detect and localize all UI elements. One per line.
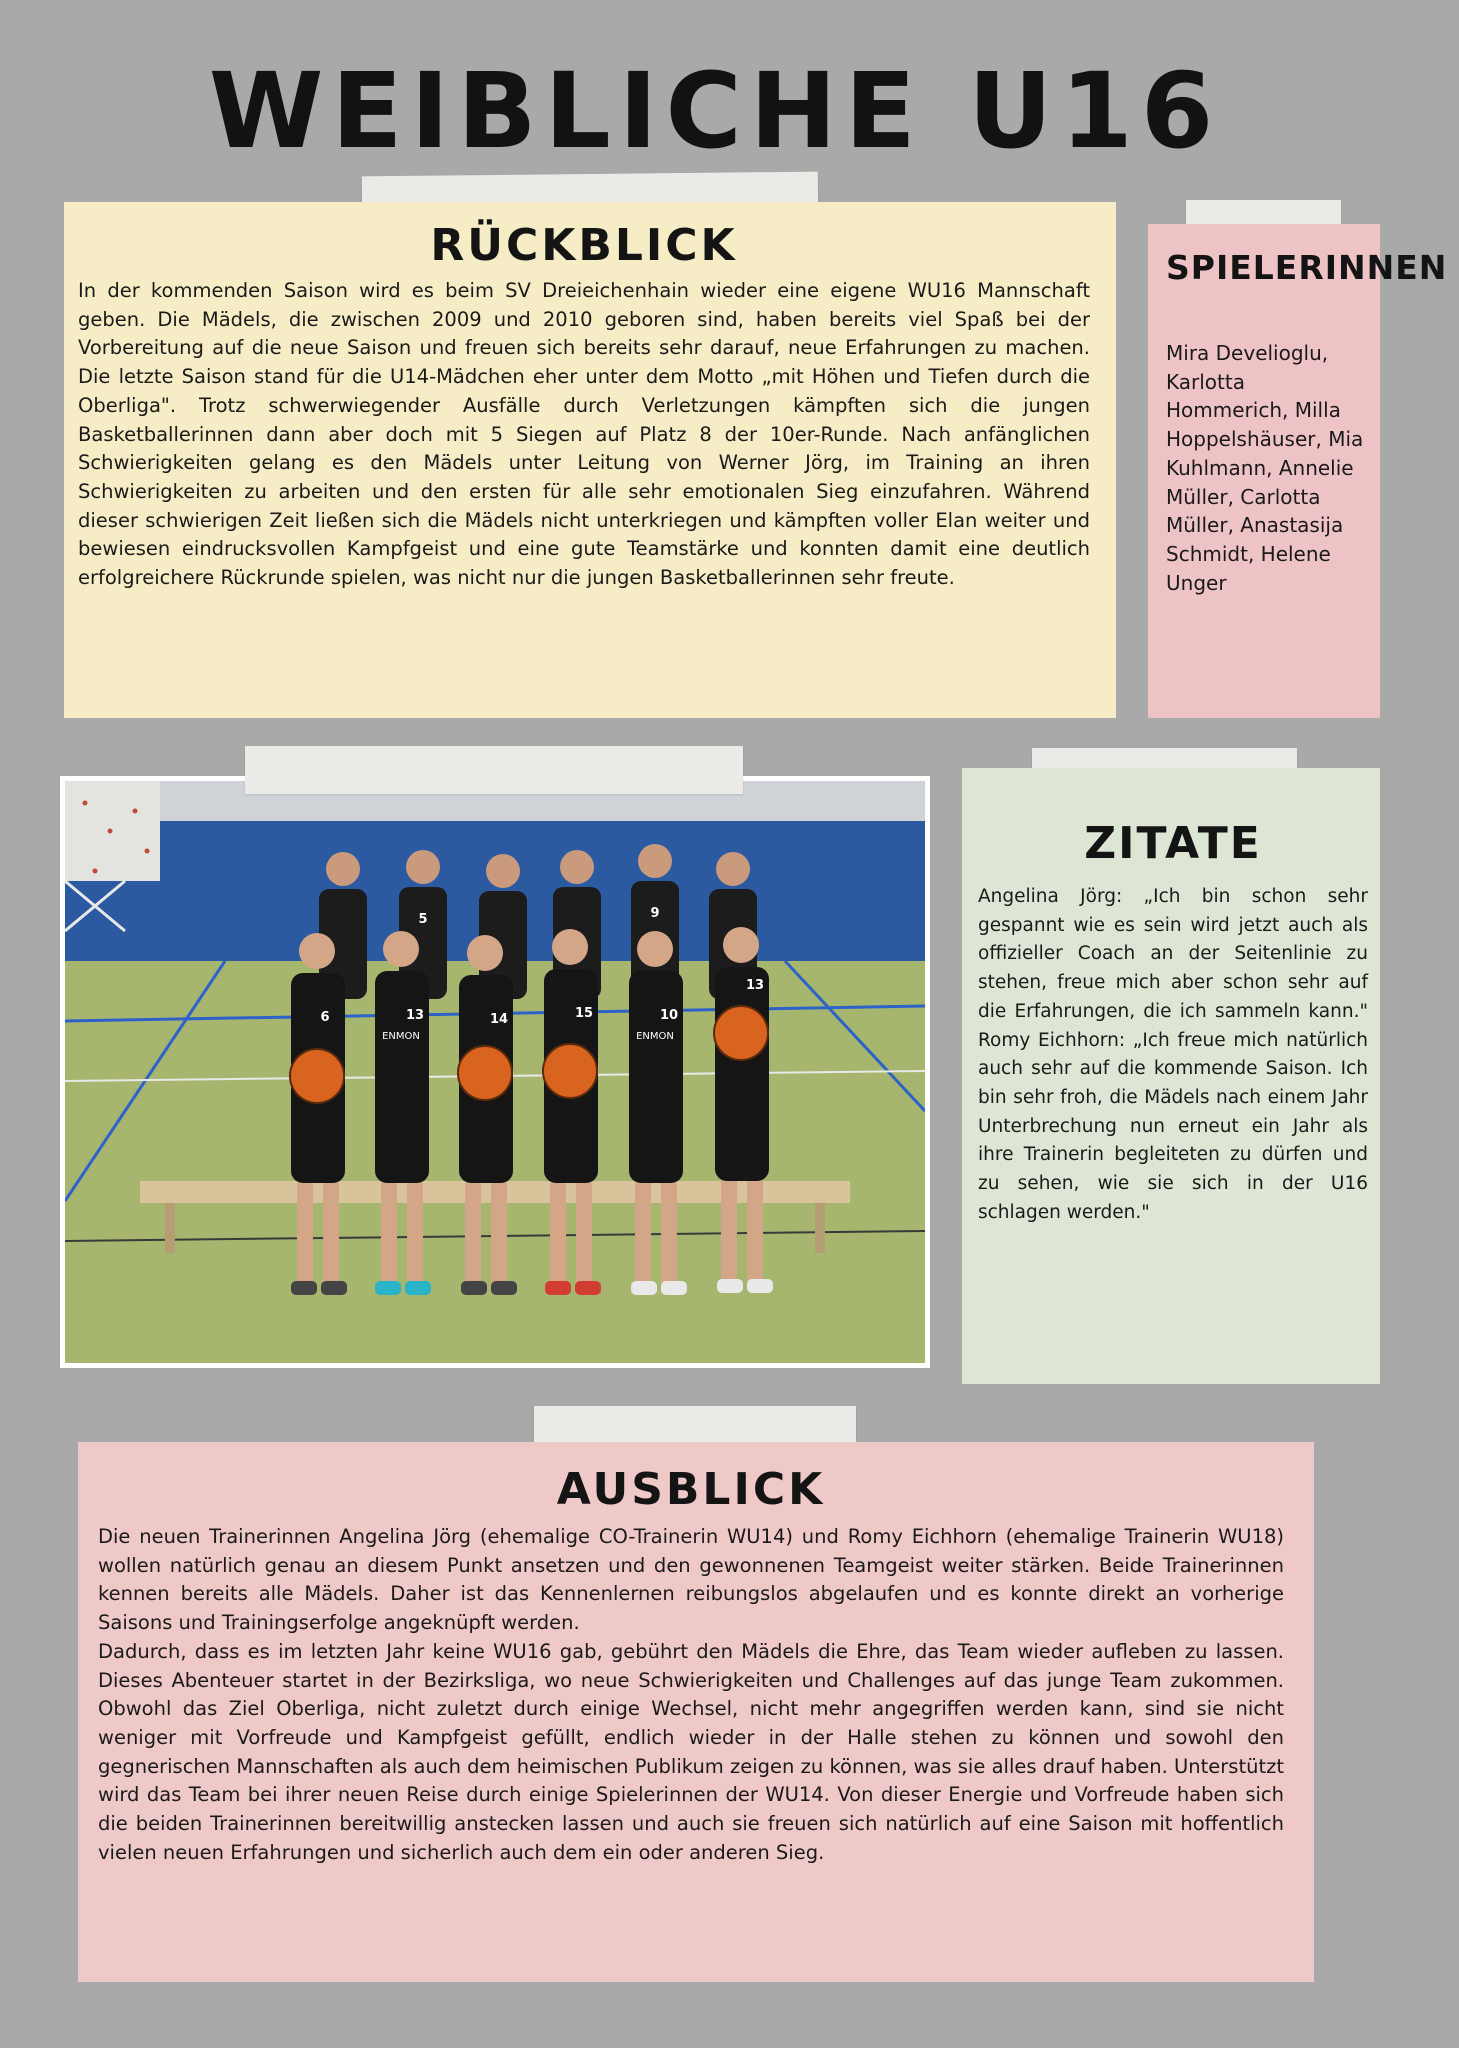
team-photo — [60, 776, 930, 1368]
jersey-number: 10 — [659, 1008, 679, 1023]
jersey-number: 15 — [574, 1006, 594, 1021]
ausblick-paragraph: Die neuen Trainerinnen Angelina Jörg (ehemalige CO-Trainerin WU14) und Romy Eichhorn (ehemalige Trainerin WU18) wollen natürlich genau an diesem Punkt ansetzen und den gewonnenen Teamgeist weiter stärken. Beide Trainerinnen kennen bereits alle Mädels. Daher ist das Kennenlernen reibungslos abgelaufen und es konnte direkt an vorherige Saisons und Trainingserfolge angeknüpft werden. — [98, 1525, 1284, 1635]
ausblick-card — [78, 1442, 1314, 1982]
jersey-number: 14 — [489, 1012, 509, 1027]
team-photo-image — [65, 781, 925, 1363]
jersey-number: 13 — [745, 978, 765, 993]
jersey-number: 9 — [650, 906, 660, 921]
page-title: WEIBLICHE U16 — [208, 50, 1222, 172]
spielerinnen-heading: SPIELERINNEN — [1166, 248, 1448, 287]
rueckblick-card — [64, 202, 1116, 718]
jersey-number: 13 — [405, 1008, 425, 1023]
tape-strip — [245, 746, 743, 794]
jersey-number: 6 — [320, 1010, 330, 1025]
shirt-print: ENMON — [382, 1031, 420, 1042]
zitate-card — [962, 768, 1380, 1384]
spielerinnen-list: Mira Develioglu, Karlotta Hommerich, Milla Hoppelshäuser, Mia Kuhlmann, Annelie Müller, Carlotta Müller, Anastasija Schmidt, Helene Unger — [1166, 341, 1364, 595]
rueckblick-heading: RÜCKBLICK — [430, 220, 738, 271]
rueckblick-text: In der kommenden Saison wird es beim SV Dreieichenhain wieder eine eigene WU16 Mannschaft geben. Die Mädels, die zwischen 2009 und 2010 geboren sind, haben bereits viel Spaß bei der Vorbereitung auf die neue Saison und freuen sich bereits sehr darauf, neue Erfahrungen zu machen. Die letzte Saison stand für die U14-Mädchen eher unter dem Motto „mit Höhen und Tiefen durch die Oberliga". Trotz schwerwiegender Ausfälle durch Verletzungen kämpften sich die jungen Basketballerinnen dann aber doch mit 5 Siegen auf Platz 8 der 10er-Runde. Nach anfänglichen Schwierigkeiten gelang es den Mädels unter Leitung von Werner Jörg, im Training an ihren Schwierigkeiten zu arbeiten und den ersten für alle sehr emotionalen Sieg einzufahren. Während dieser schwierigen Zeit ließen sich die Mädels nicht unterkriegen und kämpften voller Elan weiter und bewiesen eindrucksvollen Kampfgeist und eine gute Teamstärke und konnten damit eine deutlich erfolgreichere Rückrunde spielen, was nicht nur die jungen Basketballerinnen sehr freute. — [78, 279, 1090, 590]
shirt-print: ENMON — [636, 1031, 674, 1042]
ausblick-heading: AUSBLICK — [556, 1464, 826, 1515]
zitate-text: Angelina Jörg: „Ich bin schon sehr gespannt wie es sein wird jetzt auch als offizieller Coach an der Seitenlinie zu stehen, freue mich aber schon sehr auf die Erfahrungen, die ich sammeln kann." Romy Eichhorn: „Ich freue mich natürlich auch sehr auf die kommende Saison. Ich bin sehr froh, die Mädels nach einem Jahr Unterbrechung nun erneut ein Jahr als ihre Trainerin begleiteten zu dürfen und zu sehen, wie sie sich in der U16 schlagen werden." — [978, 886, 1368, 1223]
zitate-heading: ZITATE — [1084, 818, 1262, 869]
jersey-number: 5 — [418, 912, 428, 927]
ausblick-paragraph: Dadurch, dass es im letzten Jahr keine WU16 gab, gebührt den Mädels die Ehre, das Team wieder aufleben zu lassen. Dieses Abenteuer startet in der Bezirksliga, wo neue Schwierigkeiten und Challenges auf das junge Team zukommen. Obwohl das Ziel Oberliga, nicht zuletzt durch einige Wechsel, nicht mehr angegriffen werden kann, sind sie nicht weniger mit Vorfreude und Kampfgeist gefüllt, endlich wieder in der Halle stehen zu können und sowohl den gegnerischen Mannschaften als auch dem heimischen Publikum zeigen zu können, was sie alles drauf haben. Unterstützt wird das Team bei ihrer neuen Reise durch einige Spielerinnen der WU14. Von dieser Energie und Vorfreude haben sich die beiden Trainerinnen bereitwillig anstecken lassen und auch sie freuen sich natürlich auf eine Saison mit hoffentlich vielen neuen Erfahrungen und sicherlich auch dem ein oder anderen Sieg. — [98, 1639, 1284, 1864]
spielerinnen-card — [1148, 224, 1448, 718]
